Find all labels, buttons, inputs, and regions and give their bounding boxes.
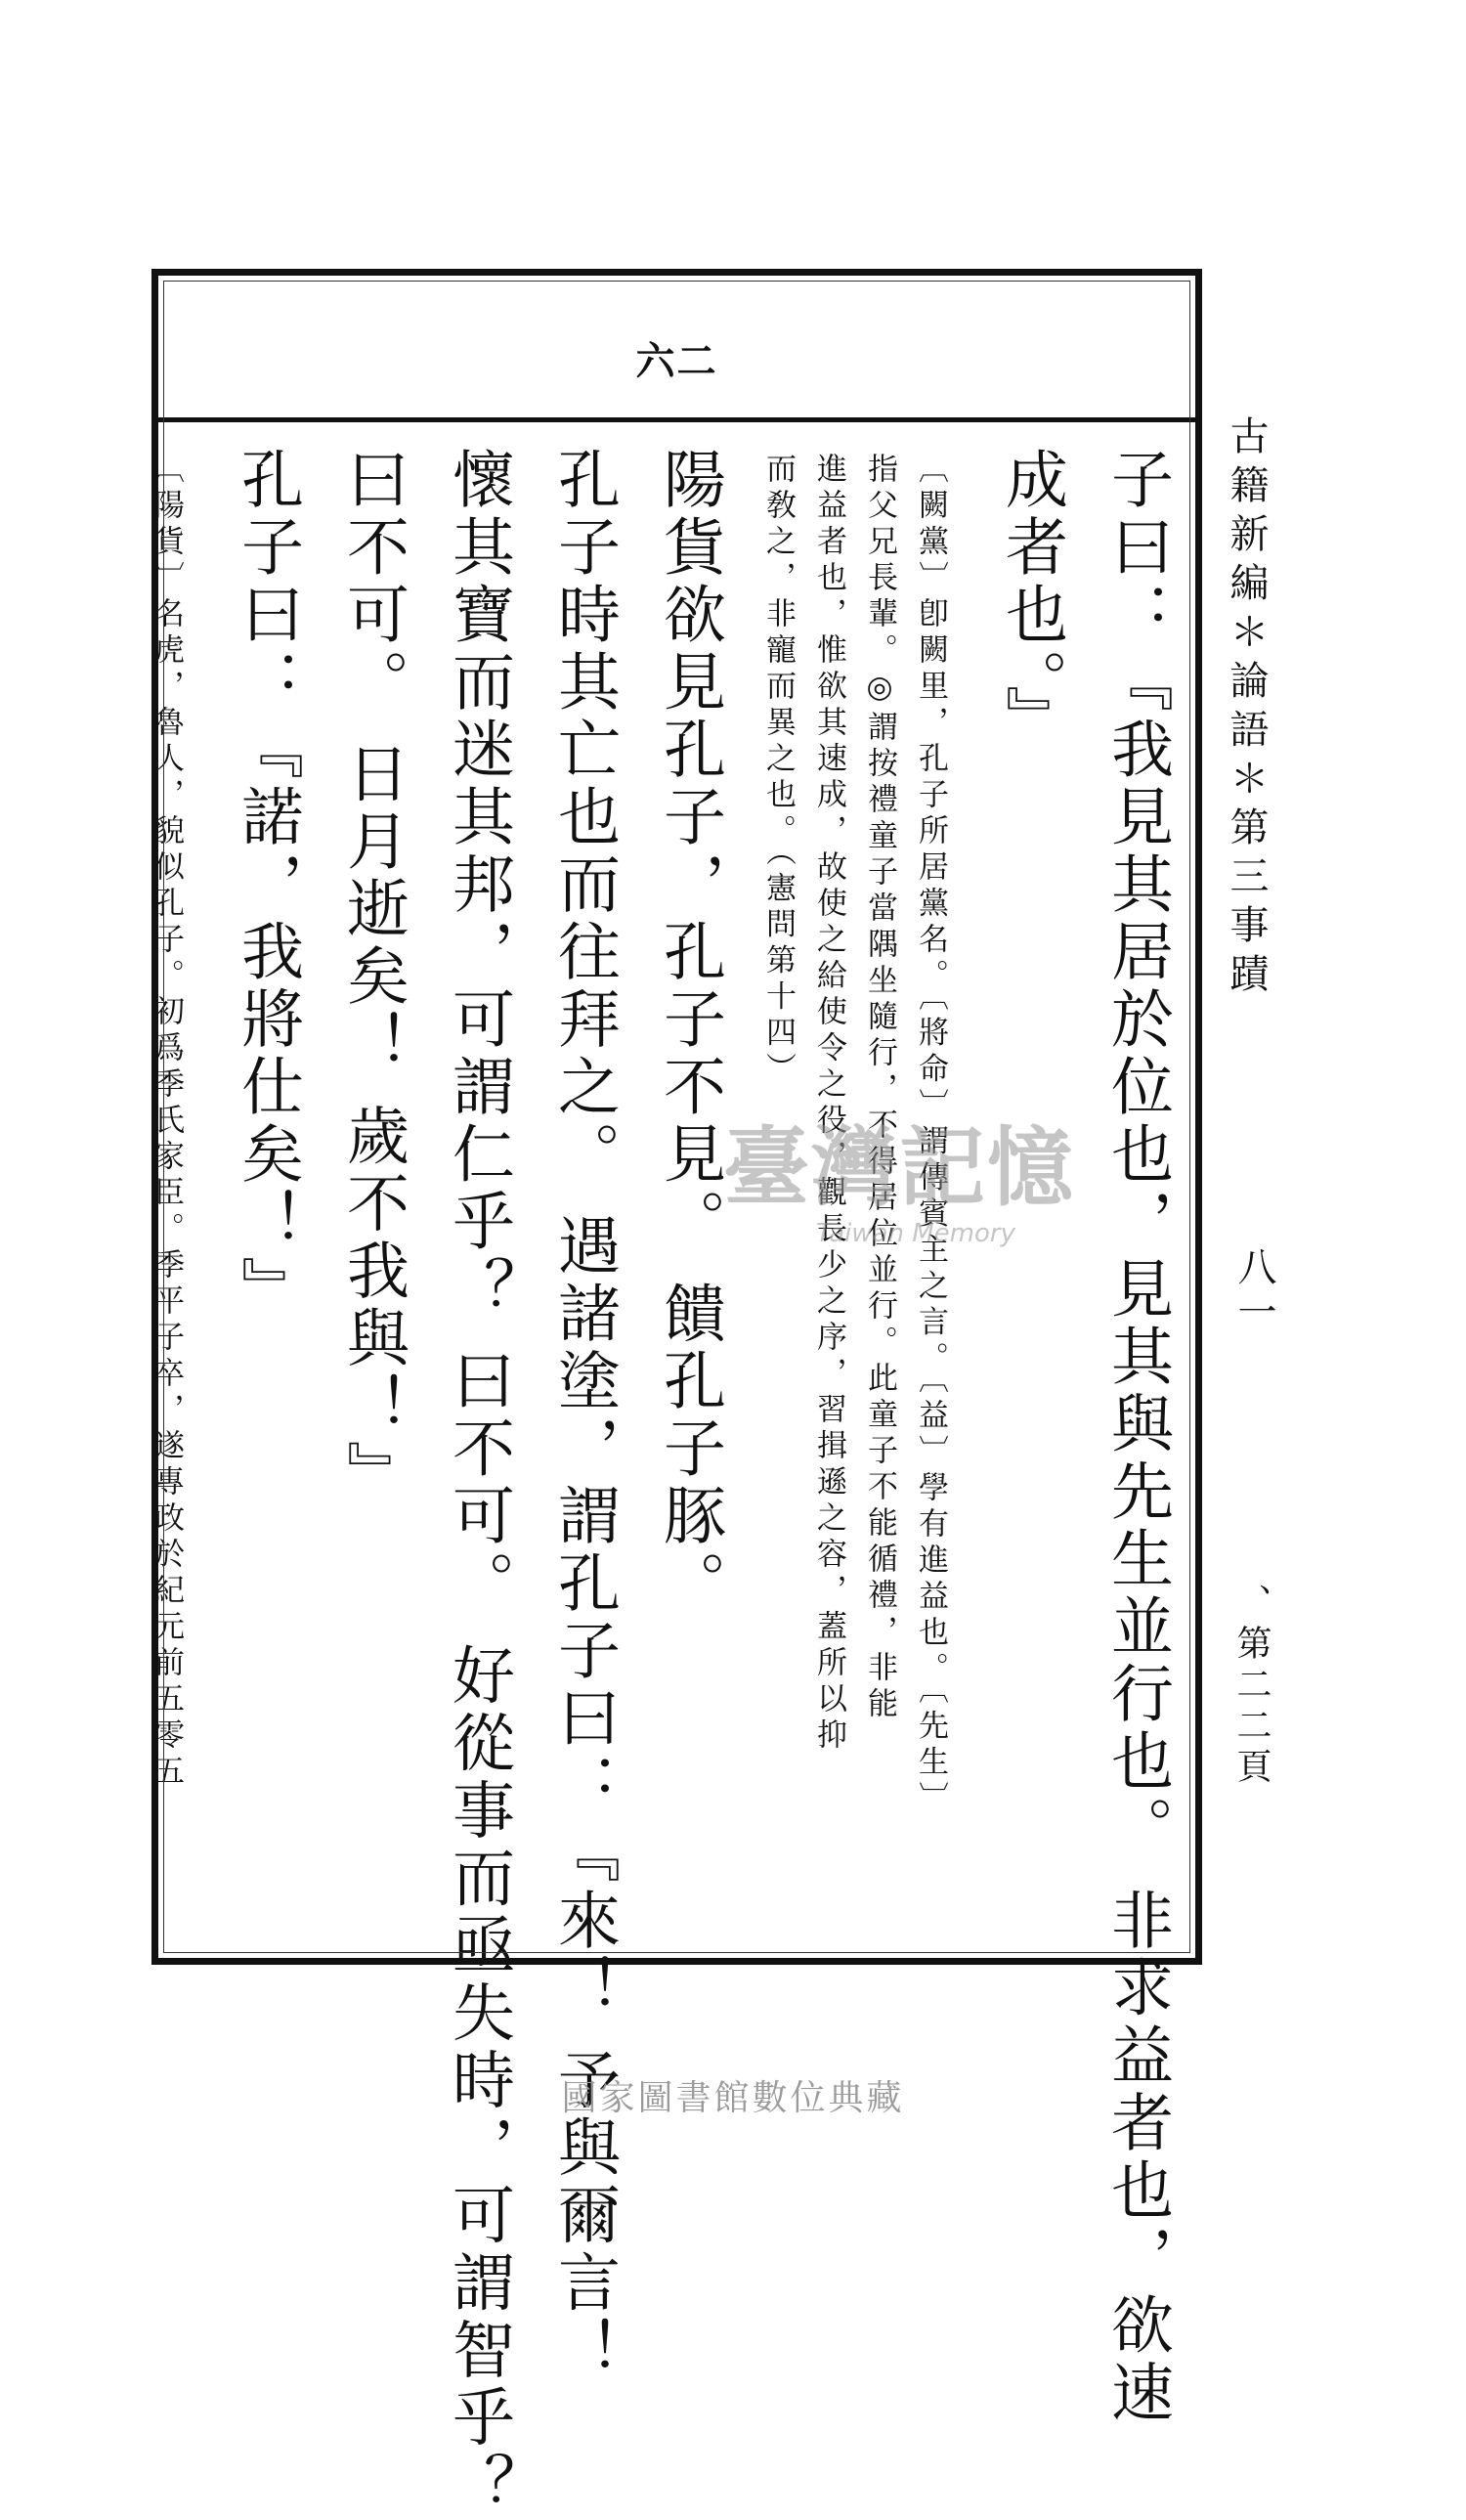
annotation-column-3: 進益者也，惟欲其速成，故使之給使令之役，觀長少之序，習揖遜之容，蓋所以抑: [811, 453, 846, 1755]
chapter-number: 六二: [635, 338, 718, 384]
footer-credit: 國家圖書館數位典藏: [561, 2078, 905, 2118]
header-band: [158, 276, 1195, 422]
annotation-column-4: 而敎之，非寵而異之也。（憲問第十四）: [760, 453, 796, 1089]
watermark-logo: 臺灣記憶: [723, 1117, 1076, 1218]
margin-caption: 古籍新編＊論語＊第三事蹟: [1224, 415, 1269, 1002]
text-column-4: 孔子時其亡也而往拜之。 遇諸塗，謂孔子曰：『來！ 予與爾言！: [547, 447, 620, 2385]
annotation-column-2: 指父兄長輩。◎謂按禮童子當隅坐隨行，不得居位並行。此童子不能循禮，非能: [862, 453, 897, 1723]
text-column-1: 子曰：『我見其居於位也，見其與先生並行也。 非求益者也，欲速: [1100, 447, 1173, 2428]
watermark: [723, 1100, 1075, 1248]
text-column-7: 孔子曰：『諾，我將仕矣！』: [231, 447, 303, 1324]
page-reference: 、第二二頁: [1231, 1584, 1272, 1789]
page-number: 八一: [1231, 1246, 1276, 1336]
annotation-column-5: 〔陽貨〕名虎，魯人，貌似孔子。初爲季氏家臣。季平子卒，遂專政於紀元前五零五: [149, 453, 184, 1791]
text-column-5: 懷其寶而迷其邦，可謂仁乎？ 曰不可。 好從事而亟失時，可謂智乎？: [442, 447, 514, 2520]
text-column-2: 成者也。』: [995, 447, 1067, 753]
text-column-6: 曰不可。 日月逝矣！ 歲不我與！』: [336, 447, 409, 1508]
annotation-column-1: 〔闕黨〕卽闕里，孔子所居黨名。〔將命〕謂傳賓主之言。〔益〕學有進益也。〔先生〕: [913, 453, 948, 1818]
text-column-3: 陽貨欲見孔子，孔子不見。 饋孔子豚。: [653, 447, 725, 1619]
watermark-subtitle: Taiwan Memory: [816, 1219, 1015, 1248]
